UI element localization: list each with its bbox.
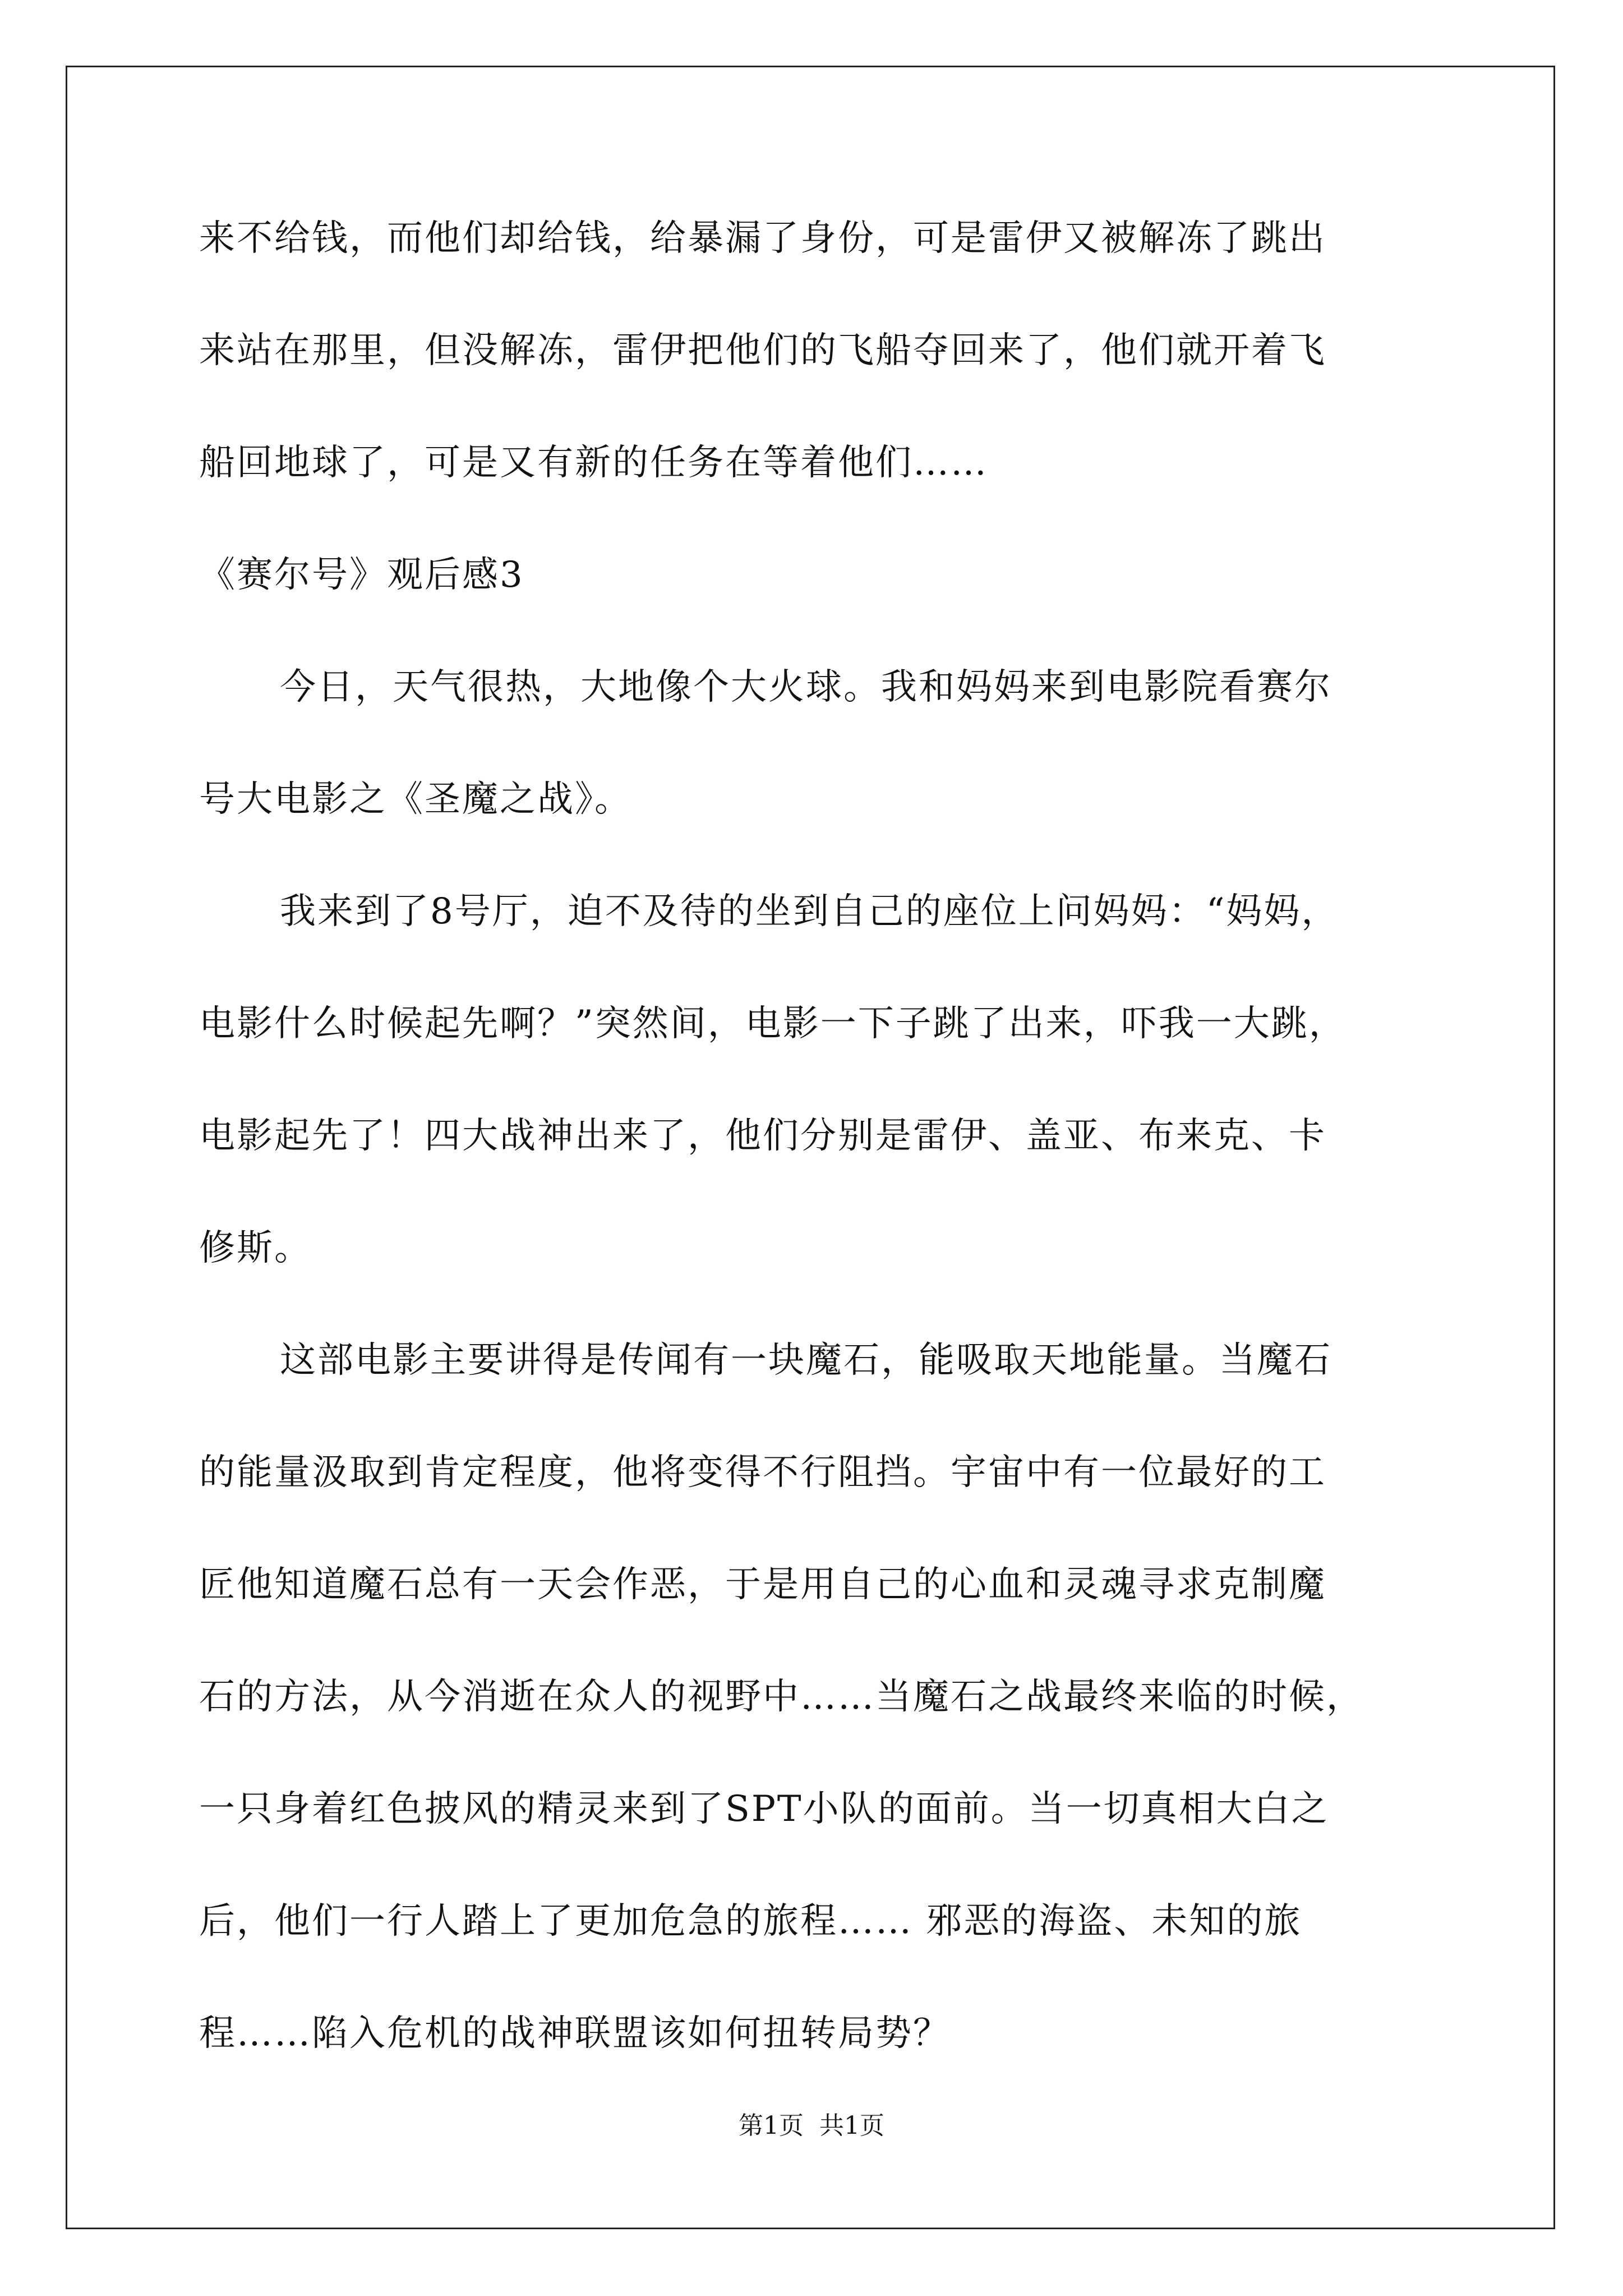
text-line: 这部电影主要讲得是传闻有一块魔石，能吸取天地能量。当魔石 — [280, 1340, 1332, 1381]
text-line: 石的方法，从今消逝在众人的视野中……当魔石之战最终来临的时候， — [199, 1676, 1364, 1718]
section-heading: 《赛尔号》观后感3 — [199, 554, 524, 596]
text-line: 我来到了8号厅，迫不及待的坐到自己的座位上问妈妈：“妈妈， — [280, 891, 1339, 932]
text-line: 电影起先了！四大战神出来了，他们分别是雷伊、盖亚、布来克、卡 — [199, 1115, 1326, 1157]
page-footer — [0, 2110, 1623, 2142]
text-line: 修斯。 — [199, 1227, 312, 1269]
text-line: 的能量汲取到肯定程度，他将变得不行阻挡。宇宙中有一位最好的工 — [199, 1452, 1326, 1493]
text-line: 今日，天气很热，大地像个大火球。我和妈妈来到电影院看赛尔 — [280, 666, 1332, 708]
text-line: 号大电影之《圣魔之战》。 — [199, 779, 632, 820]
page-total: 共1页 — [819, 2111, 884, 2140]
text-line: 电影什么时候起先啊？”突然间，电影一下子跳了出来，吓我一大跳， — [199, 1003, 1347, 1045]
text-line: 程……陷入危机的战神联盟该如何扭转局势？ — [199, 2013, 951, 2054]
text-line: 来不给钱，而他们却给钱，给暴漏了身份，可是雷伊又被解冻了跳出 — [199, 218, 1326, 259]
text-line: 匠他知道魔石总有一天会作恶，于是用自己的心血和灵魂寻求克制魔 — [199, 1564, 1326, 1605]
text-line: 来站在那里，但没解冻，雷伊把他们的飞船夺回来了，他们就开着飞 — [199, 330, 1326, 371]
text-line: 一只身着红色披风的精灵来到了SPT小队的面前。当一切真相大白之 — [199, 1788, 1329, 1830]
page-number: 第1页 — [739, 2111, 804, 2140]
text-line: 后，他们一行人踏上了更加危急的旅程…… 邪恶的海盗、未知的旅 — [199, 1901, 1302, 1942]
text-line: 船回地球了，可是又有新的任务在等着他们…… — [199, 442, 988, 484]
